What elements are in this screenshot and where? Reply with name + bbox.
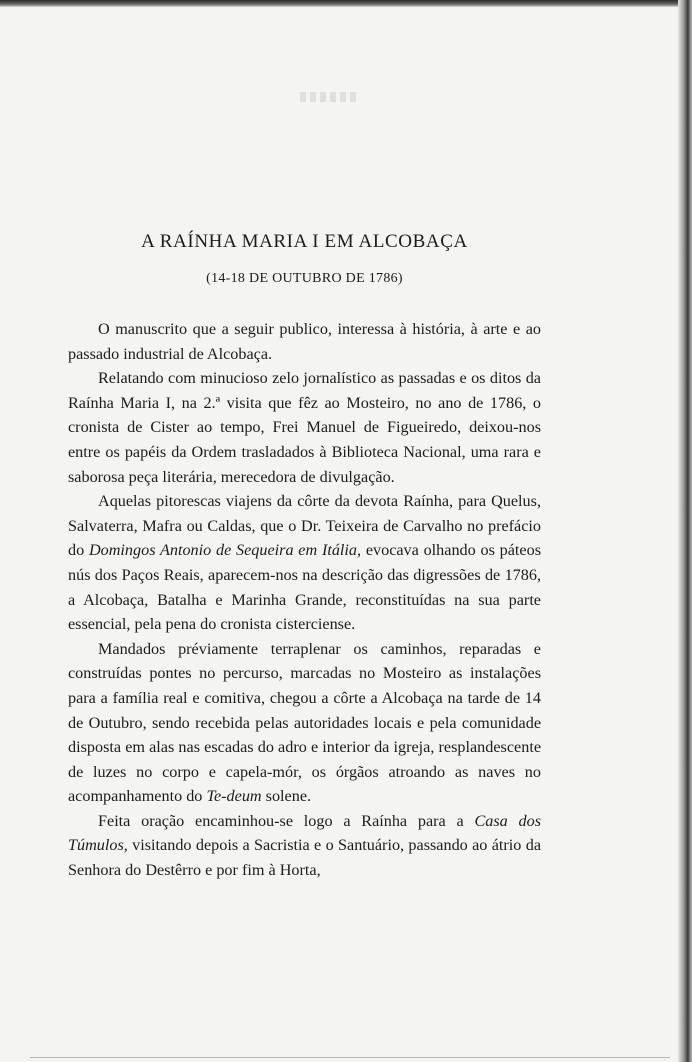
paragraph-text: visitando depois a Sacristia e o Santuário, passando ao átrio da Senhora do Destêrro e por fim à Horta,: [68, 836, 541, 880]
paragraph: [68, 489, 541, 637]
page-bottom-edge: [30, 1057, 670, 1058]
paragraph: [68, 366, 541, 489]
book-title-italic: Domingos Antonio de Sequeira em Itália,: [88, 541, 362, 560]
paragraph: [68, 637, 541, 809]
page-content: [68, 228, 541, 883]
place-name-italic: Casa dos Túmulos,: [68, 811, 541, 855]
show-through-text: [300, 92, 360, 102]
paragraph-text: Mandados préviamente terraplenar os caminhos, reparadas e construídas pontes no percurso, marcadas no Mosteiro as instalações para a família real e comitiva, chegou a côrte a Alcobaça na tarde de 14 de Outubro, sendo recebida pelas autoridades locais e pela comunidade disposta em alas nas escadas do adro e interior da igreja, resplandescente de luzes no corpo e capela-mór, os órgãos atroando as naves no acompanhamento do: [68, 639, 541, 806]
paragraph-text: Relatando com minucioso zelo jornalístico as passadas e os ditos da Raínha Maria I, na 2.ª visita que fêz ao Mosteiro, no ano de 1786, o cronista de Cister ao tempo, Frei Manuel de Figueiredo, deixou-nos entre os papéis da Ordem trasladados à Biblioteca Nacional, uma rara e saborosa peça literária, merecedora de divulgação.: [68, 369, 541, 486]
paragraph: [68, 809, 541, 883]
te-deum-italic: Te-deum: [206, 787, 262, 806]
chapter-subtitle: (14-18 DE OUTUBRO DE 1786): [206, 271, 403, 286]
page-top-edge: [0, 0, 692, 7]
body-text: [68, 317, 541, 883]
paragraph: [68, 317, 541, 366]
paragraph-text: evocava olhando os páteos nús dos Paços Reais, aparecem-nos na descrição das digressões de 1786, a Alcobaça, Batalha e Marinha Grande, reconstituídas na sua parte essencial, pela pena do cronista cisterciense.: [68, 541, 541, 634]
chapter-title: A RAÍNHA MARIA I EM ALCOBAÇA: [141, 231, 468, 252]
paragraph-text: solene.: [261, 787, 312, 806]
paragraph-text: Feita oração encaminhou-se logo a Raínha para a: [98, 811, 475, 830]
page-right-edge: [678, 0, 692, 1062]
paragraph-text: O manuscrito que a seguir publico, interessa à história, à arte e ao passado industrial de Alcobaça.: [68, 320, 541, 363]
paragraph-text: Aquelas pitorescas viajens da côrte da devota Raínha, para Quelus, Salvaterra, Mafra ou Caldas, que o Dr. Teixeira de Carvalho no prefácio do: [68, 492, 541, 560]
